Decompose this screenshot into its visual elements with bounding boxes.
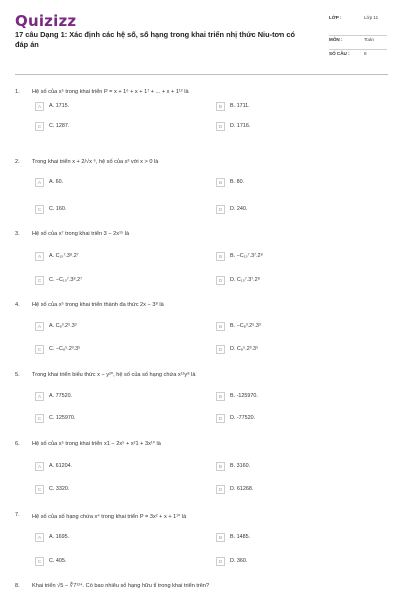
question-number: 7. [15, 512, 20, 518]
option-a[interactable] [35, 532, 69, 542]
option-letter-box: B [216, 392, 225, 401]
option-letter-box: D [216, 122, 225, 131]
option-c[interactable] [35, 204, 66, 214]
question-text: Trong khai triển biểu thức x − y²⁰, hệ số của số hạng chứa x¹²y⁸ là [32, 372, 196, 378]
question-5 [15, 372, 388, 428]
option-text: B. −C₈³.2⁵.3³ [230, 323, 261, 329]
option-d[interactable] [216, 204, 247, 214]
question-number: 2. [15, 159, 20, 165]
question-text: Hệ số của x⁵ trong khai triển P = x + 1⁶ + x + 1⁷ + ... + x + 1¹² là [32, 89, 189, 95]
meta-label: LỚP : [329, 15, 342, 20]
option-b[interactable] [216, 321, 261, 331]
option-letter-box: A [35, 533, 44, 542]
option-letter-box: B [216, 322, 225, 331]
question-6 [15, 441, 388, 497]
option-letter-box: C [35, 414, 44, 423]
question-7 [15, 512, 388, 568]
option-text: C. 125970. [49, 415, 76, 421]
option-text: D. 1716. [230, 123, 251, 129]
meta-label: MÔN : [329, 37, 343, 42]
option-letter-box: C [35, 485, 44, 494]
option-text: A. 60. [49, 179, 64, 185]
option-text: D. 61268. [230, 486, 254, 492]
option-c[interactable] [35, 121, 69, 131]
header-divider [15, 74, 388, 75]
option-letter-box: D [216, 276, 225, 285]
option-letter-box: C [35, 276, 44, 285]
option-text: D. -77520. [230, 415, 256, 421]
option-b[interactable] [216, 461, 250, 471]
option-d[interactable] [216, 121, 250, 131]
question-text: Khai triển √5 − ∜7¹²⁴. Có bao nhiêu số hạng hữu tỉ trong khai triển trên? [32, 583, 210, 589]
option-text: B. 3160. [230, 463, 251, 469]
option-b[interactable] [216, 177, 244, 187]
meta-label: SỐ CÂU : [329, 50, 350, 56]
option-d[interactable] [216, 413, 255, 423]
option-text: B. -125970. [230, 393, 258, 399]
option-c[interactable] [35, 484, 69, 494]
question-2 [15, 159, 388, 215]
meta-row-subject [329, 36, 387, 50]
option-d[interactable] [216, 556, 247, 566]
option-letter-box: D [216, 557, 225, 566]
option-text: D. 360. [230, 558, 248, 564]
option-letter-box: B [216, 533, 225, 542]
option-letter-box: A [35, 322, 44, 331]
option-text: A. 77520. [49, 393, 73, 399]
option-text: C. 405. [49, 558, 67, 564]
option-a[interactable] [35, 461, 72, 471]
option-a[interactable] [35, 391, 72, 401]
question-number: 4. [15, 302, 20, 308]
option-letter-box: B [216, 102, 225, 111]
option-text: A. C₁₅⁷.3⁸.2⁷ [49, 253, 79, 259]
option-letter-box: D [216, 414, 225, 423]
option-a[interactable] [35, 321, 77, 331]
option-text: A. C₈³.2⁵.3³ [49, 323, 77, 329]
meta-value: Lớp 11 [364, 15, 379, 20]
meta-row-class [329, 14, 387, 36]
option-letter-box: A [35, 102, 44, 111]
option-letter-box: C [35, 205, 44, 214]
option-text: C. −C₁₅⁷.3⁸.2⁷ [49, 277, 83, 283]
meta-row-count [329, 50, 387, 64]
option-letter-box: D [216, 205, 225, 214]
option-text: D. 240. [230, 206, 248, 212]
option-b[interactable] [216, 251, 263, 261]
question-text: Hệ số của số hạng chứa x⁴ trong khai triển P = 3x² + x + 1¹⁰ là [32, 514, 187, 520]
option-text: C. 3320. [49, 486, 70, 492]
option-letter-box: B [216, 178, 225, 187]
logo: Quizizz [15, 12, 77, 30]
option-c[interactable] [35, 344, 80, 354]
option-text: B. 80. [230, 179, 245, 185]
option-letter-box: D [216, 345, 225, 354]
question-number: 3. [15, 231, 20, 237]
option-text: D. C₈⁵.2³.3⁵ [230, 346, 259, 352]
question-number: 5. [15, 372, 20, 378]
option-c[interactable] [35, 413, 75, 423]
option-d[interactable] [216, 344, 258, 354]
option-text: C. −C₈⁵.2³.3⁵ [49, 346, 81, 352]
question-1 [15, 89, 388, 145]
option-letter-box: A [35, 392, 44, 401]
option-text: C. 160. [49, 206, 67, 212]
option-text: A. 61204. [49, 463, 73, 469]
question-number: 8. [15, 583, 20, 589]
question-3 [15, 231, 388, 287]
option-b[interactable] [216, 391, 258, 401]
option-letter-box: B [216, 462, 225, 471]
option-a[interactable] [35, 177, 63, 187]
option-letter-box: D [216, 485, 225, 494]
question-text: Hệ số của x⁵ trong khai triển thành đa thức 2x − 3⁸ là [32, 302, 164, 308]
meta-value: Toán [364, 37, 374, 42]
question-4 [15, 302, 388, 358]
option-d[interactable] [216, 275, 260, 285]
option-letter-box: C [35, 345, 44, 354]
option-a[interactable] [35, 101, 69, 111]
option-letter-box: C [35, 557, 44, 566]
meta-value: 8 [364, 50, 367, 56]
option-letter-box: A [35, 252, 44, 261]
question-text: Hệ số của x⁷ trong khai triển 3 − 2x¹⁵ là [32, 231, 130, 237]
option-a[interactable] [35, 251, 79, 261]
question-text: Hệ số của x⁵ trong khai triển x1 − 2x⁵ + x²1 + 3x¹⁰ là [32, 441, 161, 447]
option-text: B. 1711. [230, 103, 250, 109]
option-letter-box: A [35, 462, 44, 471]
option-text: C. 1287. [49, 123, 70, 129]
question-number: 6. [15, 441, 20, 447]
option-text: A. 1695. [49, 534, 70, 540]
question-text: Trong khai triển x + 2/√x ⁶, hệ số của x³ với x > 0 là [32, 159, 159, 165]
option-letter-box: C [35, 122, 44, 131]
option-text: B. −C₁₅⁷.3⁷.2⁸ [230, 253, 263, 259]
question-number: 1. [15, 89, 20, 95]
option-text: B. 1485. [230, 534, 251, 540]
option-c[interactable] [35, 556, 66, 566]
option-text: A. 1715. [49, 103, 70, 109]
document-title: 17 câu Dạng 1: Xác định các hệ số, số hạng trong khai triển nhị thức Niu-tơn có đáp án [15, 30, 295, 49]
option-b[interactable] [216, 101, 250, 111]
option-text: D. C₁₅⁷.3⁷.2⁸ [230, 277, 260, 283]
question-8 [15, 583, 388, 595]
meta-panel [329, 14, 387, 63]
option-b[interactable] [216, 532, 250, 542]
option-letter-box: A [35, 178, 44, 187]
option-letter-box: B [216, 252, 225, 261]
option-d[interactable] [216, 484, 253, 494]
option-c[interactable] [35, 275, 82, 285]
